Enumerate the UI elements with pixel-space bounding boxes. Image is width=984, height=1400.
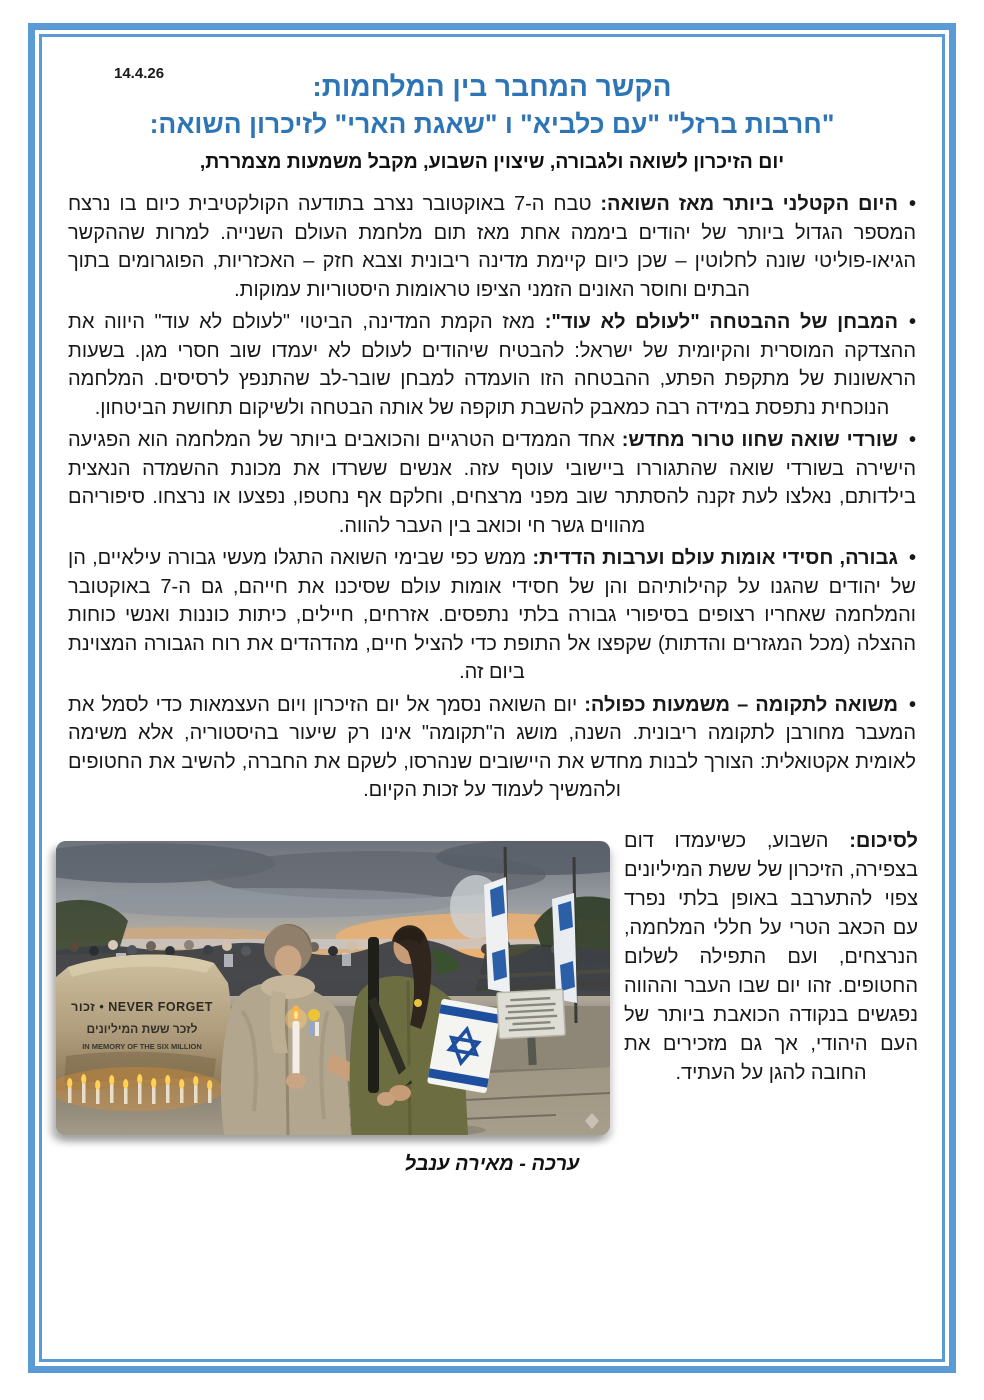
memorial-photo-image (56, 841, 610, 1135)
bullet-lead: שורדי שואה שחוו טרור מחדש: (621, 429, 898, 452)
footer-credit: ערכה - מאירה ענבל (404, 1152, 580, 1175)
summary-lead: לסיכום: (849, 829, 918, 852)
bullet-list (66, 190, 918, 805)
bullet-item (68, 308, 916, 422)
bullet-item (68, 426, 916, 540)
summary-text: השבוע, כשיעמדו דום בצפירה, הזיכרון של ששת המיליונים צפוי להתערבב באופן בלתי נפרד עם הכאב הטרי על חללי המלחמה, הנרצחים, ועם התפילה לשלום החטופים. זהו יום שבו העבר וההווה נפגשים בנקודה הכואבת ביותר של העם היהודי, אך גם מזכירים את החובה להגן על העתיד. (624, 829, 918, 1084)
bullet-lead: היום הקטלני ביותר מאז השואה: (600, 193, 898, 216)
page-subtitle: יום הזיכרון לשואה ולגבורה, שיצוין השבוע, מקבל משמעות מצמררת, (199, 151, 785, 174)
page-title-line2: "חרבות ברזל" "עם כלביא" ו "שאגת הארי" לזיכרון השואה: (149, 109, 835, 139)
memorial-inscription-line3: IN MEMORY OF THE SIX MILLION (82, 1041, 202, 1051)
bullet-lead: משואה לתקומה – משמעות כפולה: (584, 693, 898, 716)
page-border-frame (28, 23, 956, 1373)
bullet-text: ממש כפי שבימי השואה התגלו מעשי גבורה עילאיים, הן של יהודים שהגנו על קהילותיהם והן של חסידי אומות עולם שסיכנו את חייהם, גם ה-7 באוקטובר והמלחמה שאחריו רצופים בסיפורי גבורה בלתי נתפסים. אזרחים, חיילים, כיתות כוננות ואנשי כוחות ההצלה (מכל המגזרים והדתות) שקפצו אל התופת כדי להציל חיים, מהדהדים את רוח הגבורה המצוינת ביום זה. (68, 547, 916, 684)
memorial-inscription-line2: לזכר ששת המיליונים (86, 1021, 198, 1036)
bullet-item (68, 691, 916, 805)
bullet-lead: גבורה, חסידי אומות עולם וערבות הדדית: (532, 547, 898, 570)
bullet-text: טבח ה-7 באוקטובר נצרב בתודעה הקולקטיבית כיום בו נרצח המספר הגדול ביותר של יהודים ביממה אחת מאז תום מלחמת העולם השנייה. למרות שההקשר הגיאו-פוליטי שונה לחלוטין – שכן כיום קיימת מדינה ריבונית וצבא חזק – האכזריות, הפוגרומים בתוך הבתים וחוסר האונים הזמני הציפו טראומות היסטוריות עמוקות. (68, 193, 916, 301)
bullet-lead: המבחן של ההבטחה "לעולם לא עוד": (544, 311, 898, 334)
page-inner-frame (39, 34, 945, 1362)
summary-paragraph (624, 827, 918, 1088)
memorial-inscription-line1: NEVER FORGET • זכור (71, 999, 213, 1014)
document-date: 14.4.26 (114, 65, 165, 82)
bullet-item (68, 190, 916, 304)
bullet-text: מאז הקמת המדינה, הביטוי "לעולם לא עוד" היווה את ההצדקה המוסרית והקיומית של ישראל: להבטיח שיהודים לעולם לא יעמדו שוב חסרי מגן. בשעות הראשונות של מתקפת הפתע, ההבטחה הזו הועמדה למבחן שובר-לב שהתנפץ לרסיסים. המלחמה הנוכחית נתפסת במידה רבה כמאבק להשבת תוקפה של אותה הבטחה ולשיקום תחושת הביטחון. (68, 311, 916, 419)
bullet-item (68, 544, 916, 687)
memorial-photo (56, 841, 610, 1135)
bullet-text: אחד הממדים הטרגיים והכואבים ביותר של המלחמה הוא הפגיעה הישירה בשורדי שואה שהתגוררו ביישובי עוטף עזה. אנשים ששרדו את מכונת ההשמדה הנאצית בילדותם, נאלצו לעת זקנה להסתתר שוב מפני מרצחים, וחלקם אף נחטפו, נפצעו או נרצחו. סיפוריהם מהווים גשר חי וכואב בין העבר להווה. (68, 429, 916, 537)
summary-and-photo-row (66, 827, 918, 1135)
memorial-sign (497, 989, 567, 1066)
bullet-text: יום השואה נסמך אל יום הזיכרון ויום העצמאות כדי לסמל את המעבר מחורבן לתקומה ריבונית. השנה, מושג ה"תקומה" אינו רק שיעור בהיסטוריה, אלא משימה לאומית אקטואלית: הצורך לבנות מחדש את היישובים שנהרסו, לשקם את החברה, להשיב את החטופים ולהמשיך לעמוד על זכות הקיום. (68, 693, 916, 802)
page-title: הקשר המחבר בין המלחמות: (312, 71, 672, 102)
